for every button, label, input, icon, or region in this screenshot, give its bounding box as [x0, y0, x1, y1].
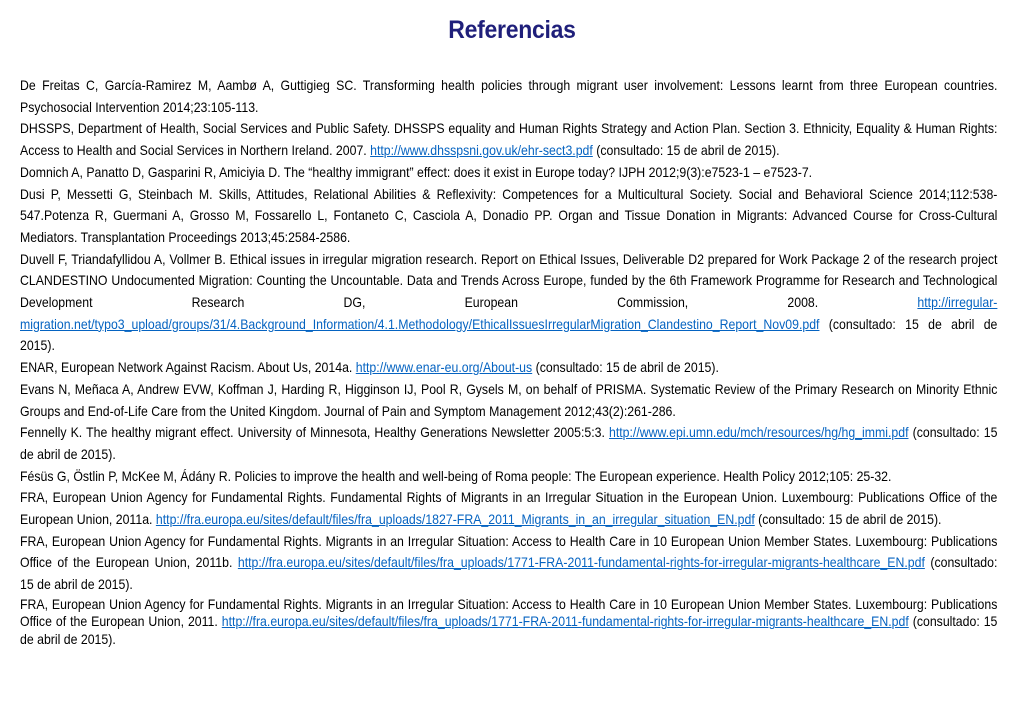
- reference-link[interactable]: http://fra.europa.eu/sites/default/files/fra_uploads/1827-FRA_2011_Migrants_in_an_irregular_situation_EN.pdf: [155, 512, 755, 528]
- reference-item: [20, 531, 997, 596]
- reference-consulted: (consultado: 15 de abril de 2015).: [20, 316, 998, 354]
- reference-item: [20, 118, 997, 161]
- reference-text: De Freitas C, García-Ramirez M, Aambø A, Guttigieg SC. Transforming health policies through migrant user involvement: Lessons learnt from three European countries. Psychosocial Intervention 2014;23:105-113.: [20, 78, 998, 115]
- reference-text: ENAR, European Network Against Racism. About Us, 2014a.: [20, 360, 356, 376]
- reference-text: Duvell F, Triandafyllidou A, Vollmer B. Ethical issues in irregular migration research. Report on Ethical Issues, Deliverable D2 prepared for Work Package 2 of the research project CLANDESTINO Undocumented Migration: Counting the Uncountable. Data and Trends Across Europe, funded by the 6th Framework Programme for Research and Technological Development Research DG, European Commission, 2008.: [20, 251, 998, 311]
- reference-consulted: (consultado: 15 de abril de 2015).: [20, 425, 998, 462]
- reference-link[interactable]: http://irregular-migration.net/typo3_upload/groups/31/4.Background_Information/4.1.Methodology/EthicalIssuesIrregularMigration_Clandestino_Report_Nov09.pdf: [20, 295, 998, 332]
- reference-consulted: (consultado: 15 de abril de 2015).: [592, 143, 780, 159]
- reference-text: Fennelly K. The healthy migrant effect. University of Minnesota, Healthy Generations Newsletter 2005:5:3.: [20, 425, 609, 441]
- reference-item: [20, 466, 997, 488]
- reference-item: [20, 162, 997, 184]
- reference-text: FRA, European Union Agency for Fundamental Rights. Migrants in an Irregular Situation: Access to Health Care in 10 European Union Member States. Luxembourg: Publications Office of the European Union, 2011.: [20, 596, 998, 630]
- reference-text: DHSSPS, Department of Health, Social Services and Public Safety. DHSSPS equality and Human Rights Strategy and Action Plan. Section 3. Ethnicity, Equality & Human Rights: Access to Health and Social Services in Northern Ireland. 2007.: [20, 121, 998, 159]
- reference-item: [20, 596, 997, 649]
- reference-text: FRA, European Union Agency for Fundamental Rights. Fundamental Rights of Migrants in an Irregular Situation in the European Union. Luxembourg: Publications Office of the European Union, 2011a.: [20, 490, 998, 528]
- reference-link[interactable]: http://www.dhsspsni.gov.uk/ehr-sect3.pdf: [370, 143, 593, 159]
- reference-link[interactable]: http://fra.europa.eu/sites/default/files/fra_uploads/1771-FRA-2011-fundamental-rights-for-irregular-migrants-healthcare_EN.pdf: [221, 614, 909, 630]
- reference-link[interactable]: http://www.enar-eu.org/About-us: [355, 360, 533, 376]
- reference-item: [20, 487, 997, 530]
- reference-consulted: (consultado: 15 de abril de 2015).: [20, 555, 998, 593]
- reference-text: Domnich A, Panatto D, Gasparini R, Amiciyia D. The “healthy immigrant” effect: does it exist in Europe today? IJPH 2012;9(3):e7523-1 – e7523-7.: [20, 164, 813, 180]
- reference-item: [20, 75, 997, 118]
- reference-text: FRA, European Union Agency for Fundamental Rights. Migrants in an Irregular Situation: Access to Health Care in 10 European Union Member States. Luxembourg: Publications Office of the European Union, 2011b.: [20, 533, 998, 571]
- reference-item: [20, 379, 997, 422]
- reference-consulted: (consultado: 15 de abril de 2015).: [20, 614, 998, 648]
- reference-consulted: (consultado: 15 de abril de 2015).: [532, 360, 719, 376]
- reference-text: Evans N, Meñaca A, Andrew EVW, Koffman J, Harding R, Higginson IJ, Pool R, Gysels M, on behalf of PRISMA. Systematic Review of the Primary Research on Minority Ethnic Groups and End-of-Life Care from the United Kingdom. Journal of Pain and Symptom Management 2012;43(2):261-286.: [20, 381, 998, 419]
- reference-item: [20, 422, 997, 465]
- reference-link[interactable]: http://fra.europa.eu/sites/default/files/fra_uploads/1771-FRA-2011-fundamental-rights-for-irregular-migrants-healthcare_EN.pdf: [237, 555, 925, 571]
- reference-item: [20, 249, 997, 358]
- reference-text: Fésüs G, Östlin P, McKee M, Ádány R. Policies to improve the health and well-being of Roma people: The European experience. Health Policy 2012;105: 25-32.: [20, 468, 892, 484]
- reference-item: [20, 184, 997, 249]
- reference-list: [20, 75, 997, 649]
- slide-title: Referencias: [448, 16, 576, 44]
- reference-link[interactable]: http://www.epi.umn.edu/mch/resources/hg/hg_immi.pdf: [608, 425, 909, 441]
- reference-item: [20, 357, 997, 379]
- reference-text: Dusi P, Messetti G, Steinbach M. Skills, Attitudes, Relational Abilities & Reflexivity: Competences for a Multicultural Society. Social and Behavioral Science 2014;112:538-547.Potenza R, Guermani A, Grosso M, Fossarello L, Fontaneto C, Casciola A, Donadio PP. Organ and Tissue Donation in Migrants: Advanced Course for Cross-Cultural Mediators. Transplantation Proceedings 2013;45:2584-2586.: [20, 186, 998, 245]
- reference-consulted: (consultado: 15 de abril de 2015).: [754, 512, 942, 528]
